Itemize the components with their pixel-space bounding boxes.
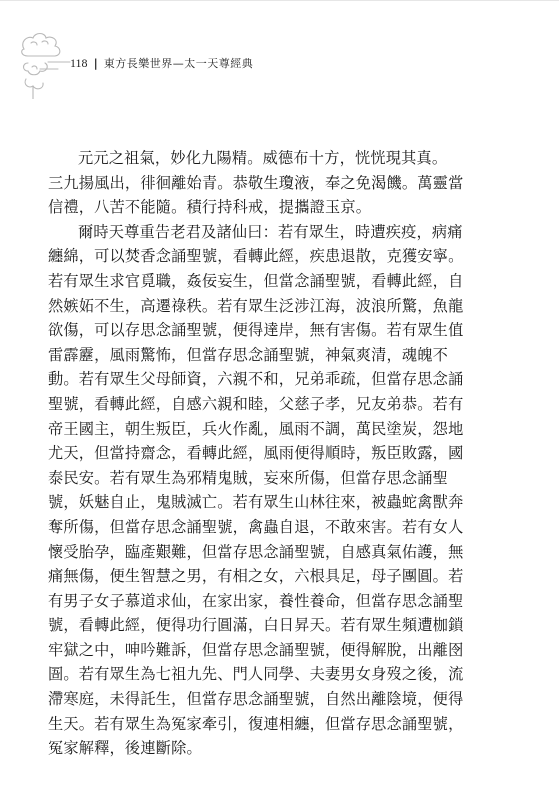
text-line: 生天。若有眾生為冤家牽引，復連相纏，但當存思念誦聖號， [48, 714, 464, 733]
scripture-paragraph [48, 220, 518, 761]
text-line: 纏綿，可以焚香念誦聖號，看轉此經，疾患退散，克獲安寧。 [48, 247, 464, 266]
auspicious-cloud-icon [18, 29, 76, 99]
text-line: 號，妖魅自止，鬼賊滅亡。若有眾生山林往來，被蟲蛇禽獸奔 [48, 493, 464, 512]
text-line: 有男子女子慕道求仙，在家出家，養性養命，但當存思念誦聖 [48, 591, 464, 610]
text-line: 聖號，看轉此經，自感六親和睦，父慈子孝，兄友弟恭。若有 [48, 394, 464, 413]
text-line: 尤天，但當持齋念，看轉此經，風雨便得順時，叛臣敗露，國 [48, 444, 464, 463]
text-line: 號，看轉此經，便得功行圓滿，白日昇天。若有眾生頻遭枷鎖 [48, 616, 464, 635]
text-line: 三九揚風出，徘徊離始青。恭敬生瓊液，奉之免渴饑。萬靈當 [48, 173, 464, 192]
text-line: 牢獄之中，呻吟難訴，但當存思念誦聖號，便得解脫，出離囹 [48, 640, 464, 659]
text-line: 爾時天尊重告老君及諸仙曰：若有眾生，時遭疾疫，病痛 [78, 222, 463, 241]
text-line: 欲傷，可以存思念誦聖號，便得達岸，無有害傷。若有眾生值 [48, 321, 464, 340]
text-line: 信禮，八苦不能隨。積行持科戒，提攜證玉京。 [48, 198, 372, 217]
text-line: 帝王國主，朝生叛臣，兵火作亂，風雨不調，萬民塗炭，怨地 [48, 419, 464, 438]
text-line: 滯寒庭，未得託生，但當存思念誦聖號，自然出離陰境，便得 [48, 690, 464, 709]
page-number: 118 [70, 55, 88, 70]
text-line: 雷霹靂，風雨驚怖，但當存思念誦聖號，神氣爽清，魂魄不 [48, 345, 449, 364]
text-line: 痛無傷，便生智慧之男，有相之女，六根具足，母子團圓。若 [48, 567, 464, 586]
running-header [70, 53, 253, 73]
text-line: 然嫉妬不生，高遷祿秩。若有眾生泛涉江海，波浪所驚，魚龍 [48, 296, 464, 315]
verse-paragraph [48, 146, 518, 220]
text-line: 懷受胎孕，臨產艱難，但當存思念誦聖號，自感真氣佑護，無 [48, 542, 464, 561]
text-line: 奪所傷，但當存思念誦聖號，禽蟲自退，不敢來害。若有女人 [48, 517, 464, 536]
text-line: 動。若有眾生父母師資，六親不和，兄弟乖疏，但當存思念誦 [48, 370, 464, 389]
text-line: 泰民安。若有眾生為邪精鬼賊，妄來所傷，但當存思念誦聖 [48, 468, 449, 487]
header-separator: | [93, 56, 98, 70]
text-line: 圄。若有眾生為七祖九先、門人同學、夫妻男女身歿之後，流 [48, 665, 464, 684]
text-line: 若有眾生求官覓職，姦佞妄生，但當念誦聖號，看轉此經，自 [48, 271, 464, 290]
body-text [48, 146, 518, 761]
text-line: 元元之祖氣，妙化九陽精。威德布十方，恍恍現其真。 [78, 149, 448, 167]
running-title: 東方長樂世界—太一天尊經典 [103, 57, 254, 70]
text-line: 冤家解釋，後連斷除。 [48, 739, 202, 758]
